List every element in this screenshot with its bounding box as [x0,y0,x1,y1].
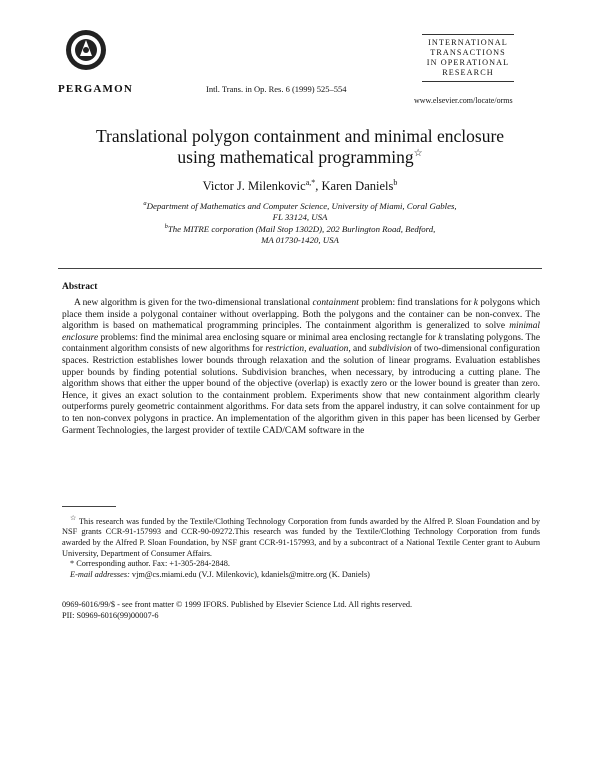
publisher-name: PERGAMON [58,83,133,95]
abstract-em-evaluation: evaluation [308,344,349,355]
abstract-s3: polygons which place them inside a polygonal container without overlapping. Both the polygons and the container can be non-convex. The algorithm is based on mathematical programming principles. The containment algorithm is generalized to solve [62,298,540,332]
paper-title [40,126,560,168]
abstract-em-restriction: restriction [265,344,305,355]
affiliation-a-cont: FL 33124, USA [272,211,328,222]
footnote-rule [62,506,116,507]
abstract-body [62,298,540,437]
pergamon-logo-icon [64,28,108,72]
footnotes [62,514,540,580]
journal-name: INTERNATIONAL TRANSACTIONS IN OPERATIONAL RESEARCH [426,38,510,77]
affiliation-b-cont: MA 01730-1420, USA [261,234,339,245]
affiliation-b-text: The MITRE corporation (Mail Stop 1302D), 202 Burlington Road, Bedford, [167,223,436,234]
affiliation-b-mark: b [164,223,168,230]
affiliation-b [100,221,500,246]
divider-top [58,268,542,269]
journal-citation: Intl. Trans. in Op. Res. 6 (1999) 525–554 [206,84,347,94]
abstract-em-k1: k [473,298,478,308]
author-list: Victor J. Milenkovic$^{a,*}$, Karen Daniels$^b$ [202,178,398,194]
footnote-corresponding: * Corresponding author. Fax: +1-305-284-2848. [70,559,230,569]
abstract-em-k2: k [438,332,443,343]
title-line-1: Translational polygon containment and minimal enclosure [95,126,505,146]
abstract-s2: problem: find translations for [358,298,474,308]
footnote-funding-mark: ☆ [70,515,77,522]
abstract-s5: translating polygons. The containment algorithm consists of new algorithms for [62,332,541,355]
footnote-funding [62,514,540,559]
affiliation-a-mark: a [143,200,147,207]
abstract-s1: A new algorithm is given for the two-dimensional translational [74,298,313,308]
abstract-em-minimal-enclosure: minimal enclosure [62,321,540,343]
abstract-sep2: , and [348,344,369,355]
author-milenkovic-affil-mark[interactable]: a,* [305,178,316,187]
journal-masthead [422,34,514,82]
masthead-rule-top [422,34,514,35]
masthead-rule-bottom [422,81,514,82]
abstract-s4: problems: find the minimal area enclosing square or minimal area enclosing rectangle for [98,332,439,343]
copyright-line: 0969-6016/99/$ - see front matter © 1999 IFORS. Published by Elsevier Science Ltd. All rights reserved. [62,600,413,609]
pii-line: PII: S0969-6016(99)00007-6 [62,611,159,620]
title-footnote-mark[interactable]: ☆ [413,148,423,160]
author-milenkovic: Victor J. Milenkovic [202,179,306,194]
author-daniels: Karen Daniels [321,179,394,194]
abstract-em-subdivision: subdivision [368,344,412,355]
abstract-s6: of two-dimensional configuration spaces. Restriction establishes lower bounds through relaxation and the solution of linear programs. Evaluation establishes upper bounds by finding potential solutions. Subdivision branches, when necessary, by introducing a cutting plane. The algorithm shows that either the upper bound of the objective (overlap) is exactly zero or the lower bound is greater than zero. Hence, it gives an exact solution to the containment problem. Experiments show that new containment algorithm clearly outperforms purely geometric containment algorithms. For data sets from the apparel industry, it can solve containment for up to ten non-convex polygons in practice. An implementation of the algorithm given in this paper has been licensed by Gerber Garment Technologies, the largest provider of textile CAD/CAM software in the [62,344,540,436]
affiliation-a [100,198,500,223]
journal-url[interactable]: www.elsevier.com/locate/orms [414,96,513,105]
copyright-block [62,599,412,621]
footnote-email-text[interactable]: vjm@cs.miami.edu (V.J. Milenkovic), kdaniels@mitre.org (K. Daniels) [129,569,370,579]
title-line-2-text: using mathematical programming [177,147,414,167]
abstract-heading: Abstract [62,282,98,292]
footnote-email-label: E-mail addresses: [70,569,130,579]
footnote-email [62,570,540,581]
abstract-sep1: , [304,344,309,355]
title-line-2 [40,147,560,168]
affiliation-a-text: Department of Mathematics and Computer Science, University of Miami, Coral Gables, [146,200,457,211]
footnote-funding-text: This research was funded by the Textile/Clothing Technology Corporation from funds awarded by the Alfred P. Sloan Foundation and by NSF grants CCR-91-157993 and CCR-90-09272.This research was funded by the Textile/Clothing Technology Corporation from funds awarded by the Alfred P. Sloan Foundation, by NSF grant CCR-91-157993, and by a subcontract of a National Textile Center grant to Auburn University, Department of Consumer Affairs. [62,516,540,558]
abstract-em-containment: containment [312,298,359,308]
author-daniels-affil-mark[interactable]: b [393,178,398,187]
